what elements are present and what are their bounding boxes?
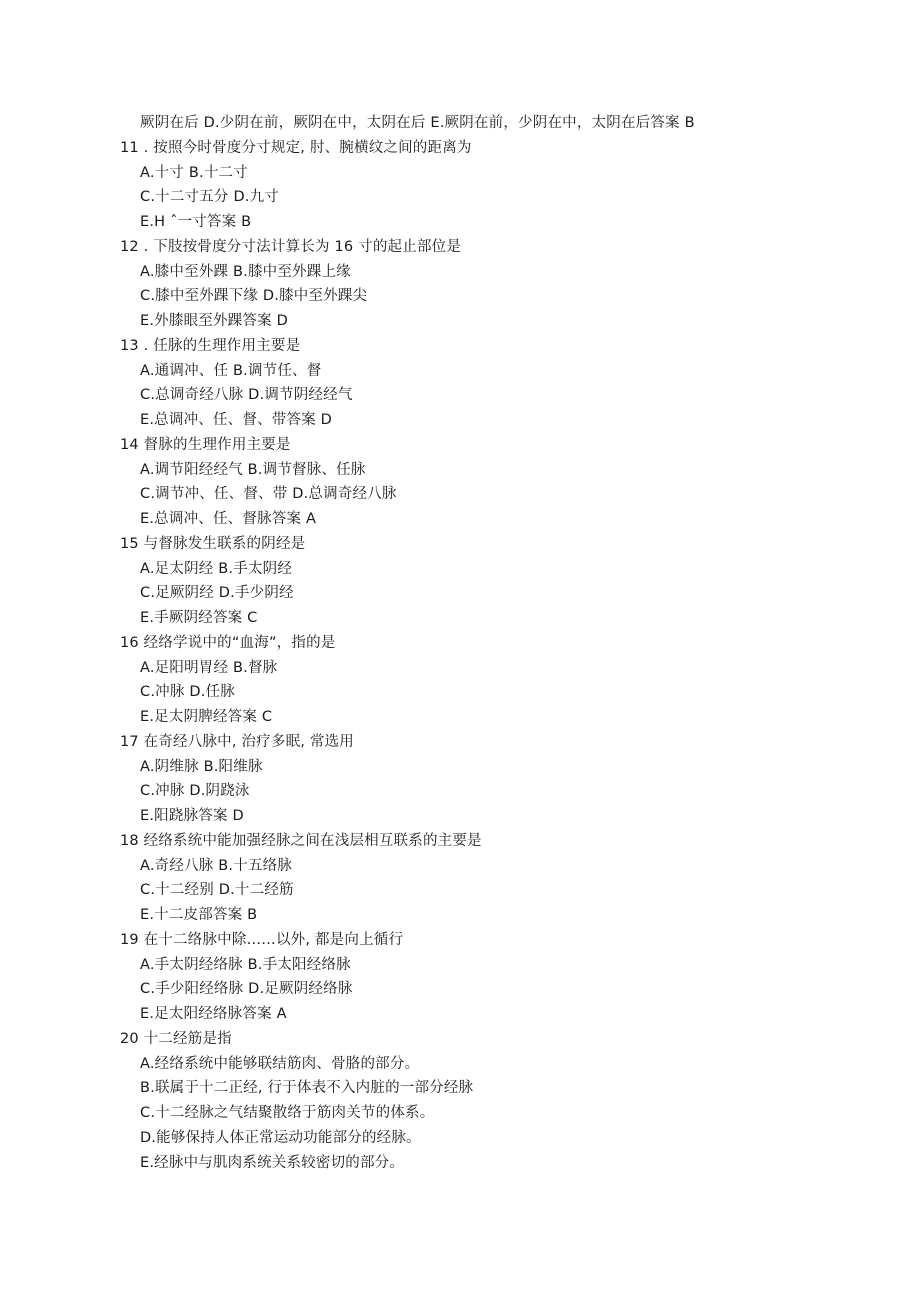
option-line: E.经脉中与肌肉系统关系较密切的部分。 (140, 1154, 405, 1171)
option-line: A.阴维脉 B.阳维脉 (140, 758, 263, 775)
option-line: C.十二寸五分 D.九寸 (140, 189, 280, 206)
option-line: C.总调奇经八脉 D.调节阴经经气 (140, 387, 353, 404)
question-text-block (120, 111, 880, 1175)
option-line: C.膝中至外踝下缘 D.膝中至外踝尖 (140, 288, 368, 305)
option-line: B.联属于十二正经, 行于体表不入内脏的一部分经脉 (140, 1080, 474, 1097)
question-line: 12 . 下肢按骨度分寸法计算长为 16 寸的起止部位是 (120, 238, 462, 255)
option-line: A.足太阴经 B.手太阴经 (140, 560, 293, 577)
option-line: A.膝中至外踝 B.膝中至外踝上缘 (140, 263, 351, 280)
option-line: C.足厥阴经 D.手少阴经 (140, 585, 294, 602)
option-line: A.足阳明胃经 B.督脉 (140, 659, 278, 676)
question-line: 14 督脉的生理作用主要是 (120, 436, 291, 453)
option-line: A.十寸 B.十二寸 (140, 164, 248, 181)
question-line: 19 在十二络脉中除……以外, 都是向上循行 (120, 931, 404, 948)
option-answer-line: E.阳跷脉答案 D (140, 808, 244, 824)
option-line: D.能够保持人体正常运动功能部分的经脉。 (140, 1129, 421, 1146)
option-line: A.通调冲、任 B.调节任、督 (140, 362, 322, 379)
option-line: C.十二经脉之气结聚散络于筋肉关节的体系。 (140, 1105, 435, 1121)
option-line: A.调节阳经经气 B.调节督脉、任脉 (140, 461, 366, 478)
option-line: A.奇经八脉 B.十五络脉 (140, 857, 293, 874)
question-line: 17 在奇经八脉中, 治疗多眠, 常选用 (120, 733, 354, 750)
option-answer-line: E.十二皮部答案 B (140, 907, 258, 923)
question-line: 16 经络学说中的“血海”，指的是 (120, 634, 336, 651)
option-line: C.冲脉 D.阴跷泳 (140, 783, 250, 800)
option-answer-line: E.手厥阴经答案 C (140, 610, 258, 626)
option-line: A.经络系统中能够联结筋肉、骨胳的部分。 (140, 1055, 420, 1072)
option-line: C.冲脉 D.任脉 (140, 684, 235, 701)
option-answer-line: E.H ˆ一寸答案 B (140, 214, 252, 230)
option-line: A.手太阴经络脉 B.手太阳经络脉 (140, 956, 351, 973)
option-answer-line: E.总调冲、任、督脉答案 A (140, 511, 317, 527)
option-answer-line: E.总调冲、任、督、带答案 D (140, 412, 333, 428)
question-line: 20 十二经筋是指 (120, 1030, 232, 1047)
text-line: 厥阴在后 D.少阴在前，厥阴在中，太阴在后 E.厥阴在前，少阴在中，太阴在后答案 B (140, 115, 695, 131)
option-line: C.十二经别 D.十二经筋 (140, 882, 294, 899)
question-line: 13 . 任脉的生理作用主要是 (120, 337, 301, 354)
option-line: C.手少阳经络脉 D.足厥阴经络脉 (140, 981, 353, 998)
option-answer-line: E.足太阳经络脉答案 A (140, 1006, 287, 1022)
question-line: 18 经络系统中能加强经脉之间在浅层相互联系的主要是 (120, 832, 482, 849)
question-line: 11 . 按照今时骨度分寸规定, 肘、腕横纹之间的距离为 (120, 139, 472, 156)
option-line: C.调节冲、任、督、带 D.总调奇经八脉 (140, 486, 397, 503)
option-answer-line: E.外膝眼至外踝答案 D (140, 313, 288, 329)
question-line: 15 与督脉发生联系的阴经是 (120, 535, 306, 552)
option-answer-line: E.足太阴脾经答案 C (140, 709, 273, 725)
